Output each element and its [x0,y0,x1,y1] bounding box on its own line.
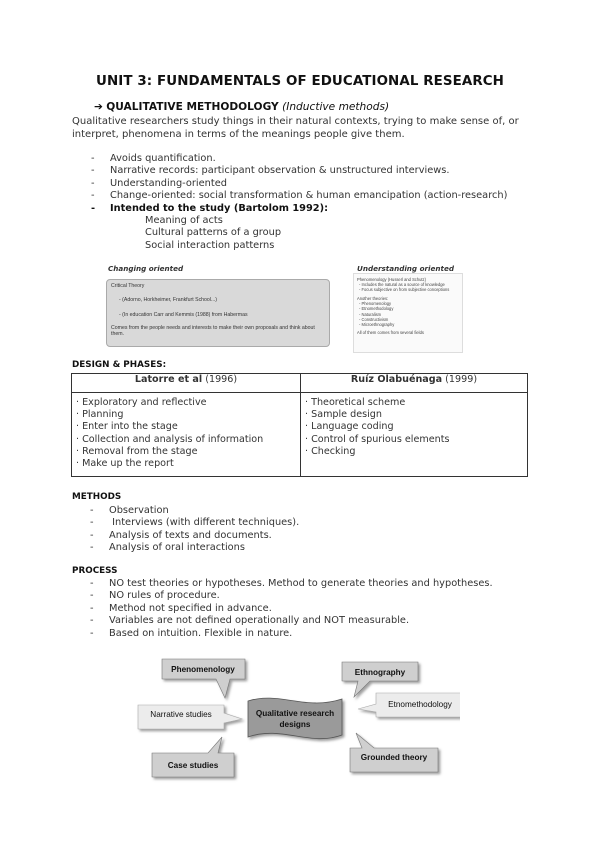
box-line: - (Adorno, Horkheimer, Frankfurt School...) [119,297,218,303]
box-line: - Microethnography [359,321,395,327]
phase-item: · Theoretical scheme [305,397,406,408]
table-header [301,374,528,393]
list-item: - Change-oriented: social transformation & human emancipation (action-research) [91,190,507,202]
phase-item: · Control of spurious elements [305,433,450,445]
list-item: - Observation [90,505,299,517]
box-line: - (In education Carr and Kemmis (1988) from Habermas [119,312,248,318]
phase-item: · Collection and analysis of information [76,433,264,445]
etnomethodology-label: Etnomethodology [388,700,452,709]
process-list [90,578,493,640]
narrative-label: Narrative studies [150,710,212,719]
table-header [72,374,301,393]
qualitative-intro: Qualitative researchers study things in their natural contexts, trying to make sense of, or interpret, phenomena in terms of the meanings people give them. [72,116,519,140]
study-items [145,215,281,252]
critical-theory-box [106,279,330,347]
methods-list [90,505,299,555]
list-item: - Analysis of texts and documents. [90,530,299,542]
box-line: All of them comes from several fields [357,329,424,335]
box-line: Phenomenology (Husserl and Schutz) [357,277,426,282]
center-label-line: Qualitative research [255,709,335,718]
process-heading: PROCESS [72,566,118,576]
list-item: - Interviews (with different techniques). [90,517,299,529]
phenomenology-label: Phenomenology [171,665,235,674]
page-title: UNIT 3: FUNDAMENTALS OF EDUCATIONAL RESEARCH [96,74,504,89]
list-item: - Narrative records: participant observation & unstructured interviews. [91,165,507,177]
methods-heading: METHODS [72,492,122,502]
grounded-theory-label: Grounded theory [360,753,428,762]
case-studies-bubble [152,737,234,777]
phase-item: · Planning [76,409,124,421]
phase-item: · Exploratory and reflective [76,397,207,408]
arrow-icon: ➔ [94,101,103,113]
list-item: - Understanding-oriented [91,178,507,190]
list-item: - Based on intuition. Flexible in nature. [90,628,493,640]
list-item: - Method not specified in advance. [90,603,493,615]
case-studies-label: Case studies [167,761,219,770]
list-item: - NO test theories or hypotheses. Method to generate theories and hypotheses. [90,578,493,590]
list-item: - Intended to the study (Bartolom 1992): [91,203,507,215]
list-item: - Analysis of oral interactions [90,542,299,554]
study-item: Meaning of acts [145,215,223,226]
phase-item: · Enter into the stage [76,421,178,433]
box-line: - Etnomethodology [359,306,394,312]
box-line: - Naturalism [359,311,382,317]
list-item: - NO rules of procedure. [90,590,493,602]
table-cell [301,393,528,477]
phase-item: · Removal from the stage [76,445,198,457]
ethnography-label: Ethnography [354,668,406,677]
col1-year: (1996) [205,374,238,385]
col2-author: Ruíz Olabuénaga [350,374,443,385]
left-figure-caption: Changing oriented [108,264,184,273]
phase-item: · Sample design [305,409,382,421]
phase-item: · Checking [305,445,356,457]
phase-item: · Make up the report [76,458,174,470]
phenomenology-box [353,273,463,353]
table-cell [72,393,301,477]
box-line: - Constructivism [359,316,389,322]
qualitative-subheading: (Inductive methods) [282,101,390,113]
col1-author: Latorre et al [134,374,203,385]
qualitative-points [91,153,507,215]
box-line: - Focus subjective on from subjective conceptions [359,287,450,293]
box-line: Critical Theory [111,283,145,289]
center-label-line: designs [279,720,311,729]
study-item: Social interaction patterns [145,239,275,251]
box-line: - Includes the natural as a source of knowledge [359,282,445,288]
phase-item: · Language coding [305,421,394,433]
box-line: Another theories: [357,296,389,302]
design-table [71,373,528,477]
right-figure-caption: Understanding oriented [357,264,454,273]
study-item: Cultural patterns of a group [145,227,282,239]
list-item: - Variables are not defined operationally and NOT measurable. [90,615,493,627]
box-line: Comes from the people needs and interests to make their own proposals and think about them. [111,325,315,338]
center-label [248,708,342,730]
box-line: - Phenomenology [359,301,392,307]
col2-year: (1999) [445,374,478,385]
qualitative-heading-text: QUALITATIVE METHODOLOGY [106,101,279,113]
list-item: - Avoids quantification. [91,153,507,165]
design-heading: DESIGN & PHASES: [72,360,167,370]
qualitative-heading [94,101,389,113]
